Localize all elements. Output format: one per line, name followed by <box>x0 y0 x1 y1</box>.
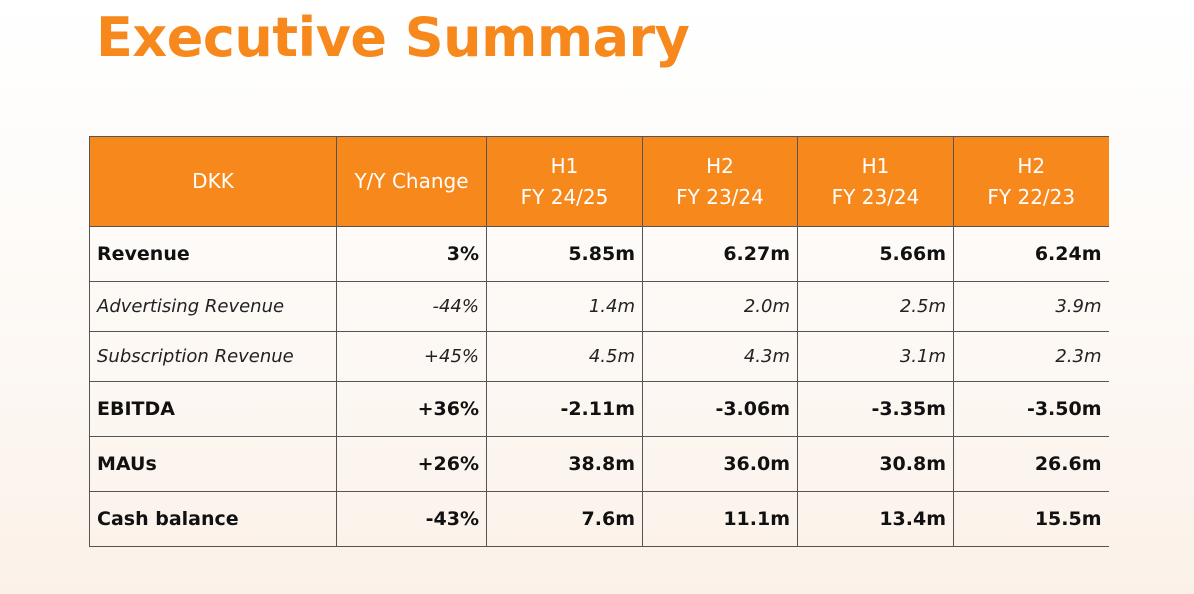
table-cell: 4.3m <box>643 332 798 382</box>
table-cell: +45% <box>337 332 487 382</box>
column-header-line: H2 <box>706 153 734 178</box>
table-cell: 1.4m <box>487 282 643 332</box>
table-cell: 5.85m <box>487 227 643 282</box>
row-label: Subscription Revenue <box>90 332 337 382</box>
table-cell: 7.6m <box>487 492 643 547</box>
table-row-subscription-revenue <box>90 332 1109 382</box>
row-label: Revenue <box>90 227 337 282</box>
column-header-line: Y/Y Change <box>354 169 469 193</box>
table-cell: -44% <box>337 282 487 332</box>
table-cell: 36.0m <box>643 437 798 492</box>
table-cell: 30.8m <box>798 437 954 492</box>
column-header-h1-fy2324 <box>798 137 954 227</box>
row-label: Cash balance <box>90 492 337 547</box>
table-cell: 26.6m <box>954 437 1109 492</box>
row-label: MAUs <box>90 437 337 492</box>
table-cell: 5.66m <box>798 227 954 282</box>
table-row-ebitda <box>90 382 1109 437</box>
column-header-h2-fy2223 <box>954 137 1109 227</box>
table-cell: +36% <box>337 382 487 437</box>
table-cell: -3.06m <box>643 382 798 437</box>
column-header-line: FY 24/25 <box>520 184 609 209</box>
column-header-dkk <box>90 137 337 227</box>
table-cell: +26% <box>337 437 487 492</box>
column-header-line: H2 <box>1017 153 1046 178</box>
column-header-line: FY 23/24 <box>676 184 764 209</box>
column-header-line: H1 <box>550 153 579 178</box>
column-header-line: FY 23/24 <box>831 184 920 209</box>
table-cell: 15.5m <box>954 492 1109 547</box>
table-cell: 6.24m <box>954 227 1109 282</box>
column-header-yoy-change <box>337 137 487 227</box>
table-cell: -2.11m <box>487 382 643 437</box>
summary-table <box>89 136 1109 547</box>
table-cell: 3.1m <box>798 332 954 382</box>
column-header-h1-fy2425 <box>487 137 643 227</box>
row-label: EBITDA <box>90 382 337 437</box>
table-cell: 2.5m <box>798 282 954 332</box>
table-cell: 2.3m <box>954 332 1109 382</box>
table-cell: 38.8m <box>487 437 643 492</box>
column-header-line: H1 <box>861 153 890 178</box>
table-cell: 3% <box>337 227 487 282</box>
table-row-cash-balance <box>90 492 1109 547</box>
table-cell: 13.4m <box>798 492 954 547</box>
table-cell: 6.27m <box>643 227 798 282</box>
table-row-revenue <box>90 227 1109 282</box>
table-cell: 3.9m <box>954 282 1109 332</box>
table-row-maus <box>90 437 1109 492</box>
table-cell: -3.35m <box>798 382 954 437</box>
column-header-line: FY 22/23 <box>987 184 1076 209</box>
page-title: Executive Summary <box>96 6 690 69</box>
table-header-row <box>90 137 1109 227</box>
table-cell: 11.1m <box>643 492 798 547</box>
table-cell: -43% <box>337 492 487 547</box>
column-header-h2-fy2324 <box>643 137 798 227</box>
table-row-advertising-revenue <box>90 282 1109 332</box>
row-label: Advertising Revenue <box>90 282 337 332</box>
table-cell: 2.0m <box>643 282 798 332</box>
table-cell: 4.5m <box>487 332 643 382</box>
column-header-line: DKK <box>192 169 234 193</box>
table-cell: -3.50m <box>954 382 1109 437</box>
